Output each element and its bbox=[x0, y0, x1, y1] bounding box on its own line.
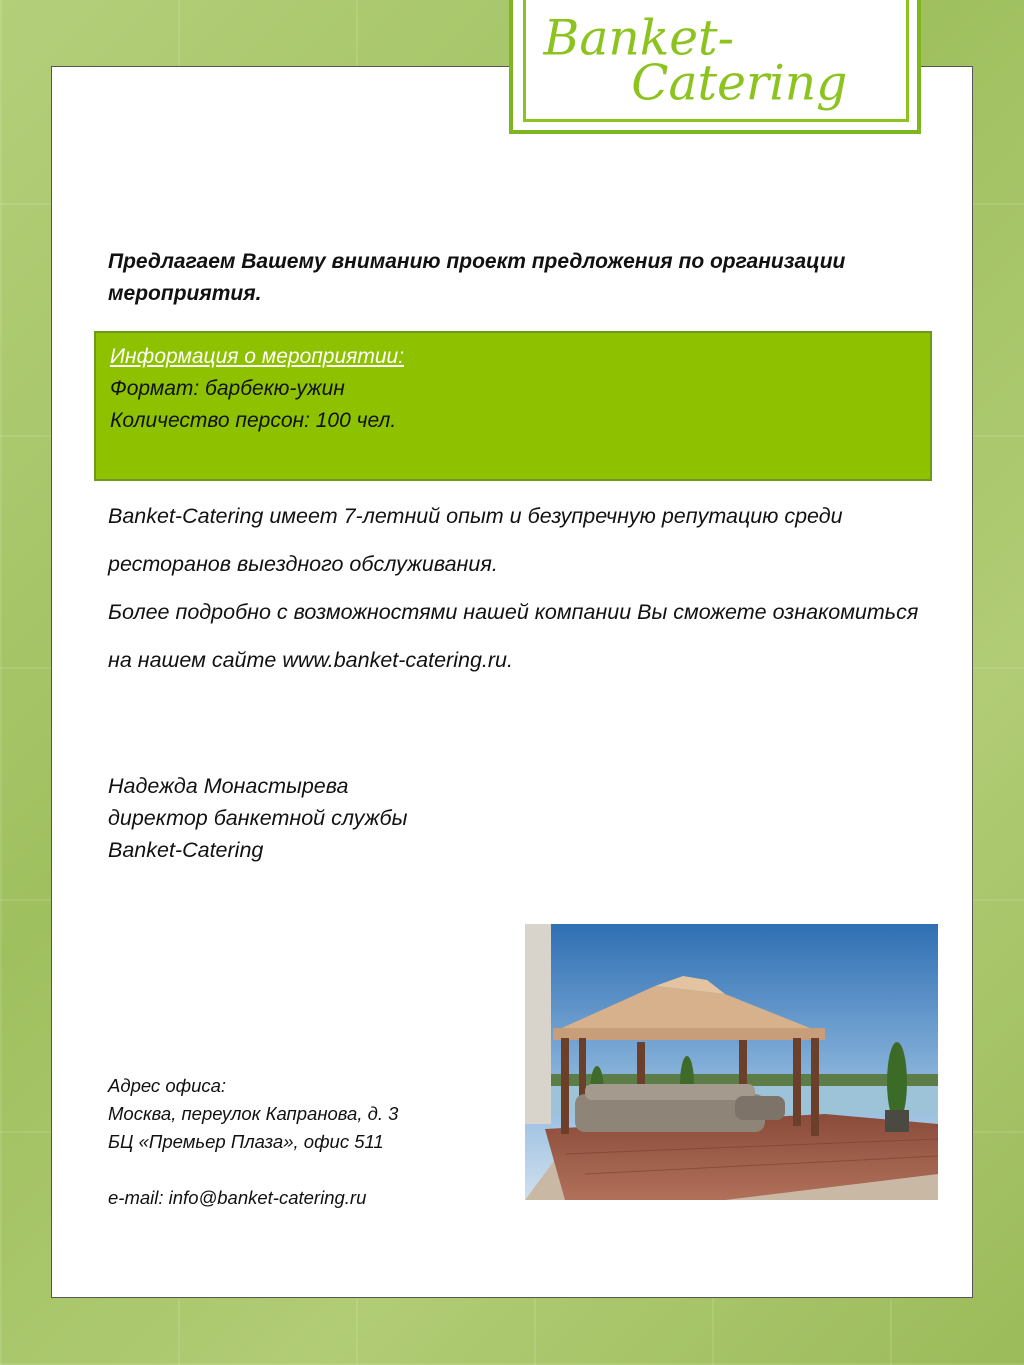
signer-name: Надежда Монастырева bbox=[108, 774, 349, 798]
address-office: БЦ «Премьер Плаза», офис 511 bbox=[108, 1131, 384, 1152]
event-info-box bbox=[94, 331, 932, 481]
signer-position: директор банкетной службы bbox=[108, 806, 408, 830]
event-persons: Количество персон: 100 чел. bbox=[110, 409, 397, 432]
office-address bbox=[108, 1072, 528, 1212]
logo-line-1: Banket- bbox=[543, 10, 735, 67]
about-company bbox=[108, 492, 948, 684]
intro-text: Предлагаем Вашему вниманию проект предложения по организации мероприятия. bbox=[108, 250, 846, 305]
contact-email: e-mail: info@banket-catering.ru bbox=[108, 1187, 367, 1208]
about-paragraph-2: Более подробно с возможностями нашей компании Вы сможете ознакомиться на нашем сайте www.banket-catering.ru. bbox=[108, 600, 919, 672]
event-format: Формат: барбекю-ужин bbox=[110, 377, 345, 400]
logo-line-2: Catering bbox=[631, 55, 848, 112]
event-info-heading: Информация о мероприятии: bbox=[110, 345, 405, 368]
gazebo-photo bbox=[525, 924, 938, 1200]
signature-block bbox=[108, 770, 708, 866]
logo-frame bbox=[509, 0, 921, 134]
signer-company: Banket-Catering bbox=[108, 838, 264, 862]
about-paragraph-1: Banket-Catering имеет 7-летний опыт и безупречную репутацию среди ресторанов выездного обслуживания. bbox=[108, 504, 843, 576]
logo bbox=[523, 0, 909, 122]
address-street: Москва, переулок Капранова, д. 3 bbox=[108, 1103, 399, 1124]
address-label: Адрес офиса: bbox=[108, 1075, 227, 1096]
